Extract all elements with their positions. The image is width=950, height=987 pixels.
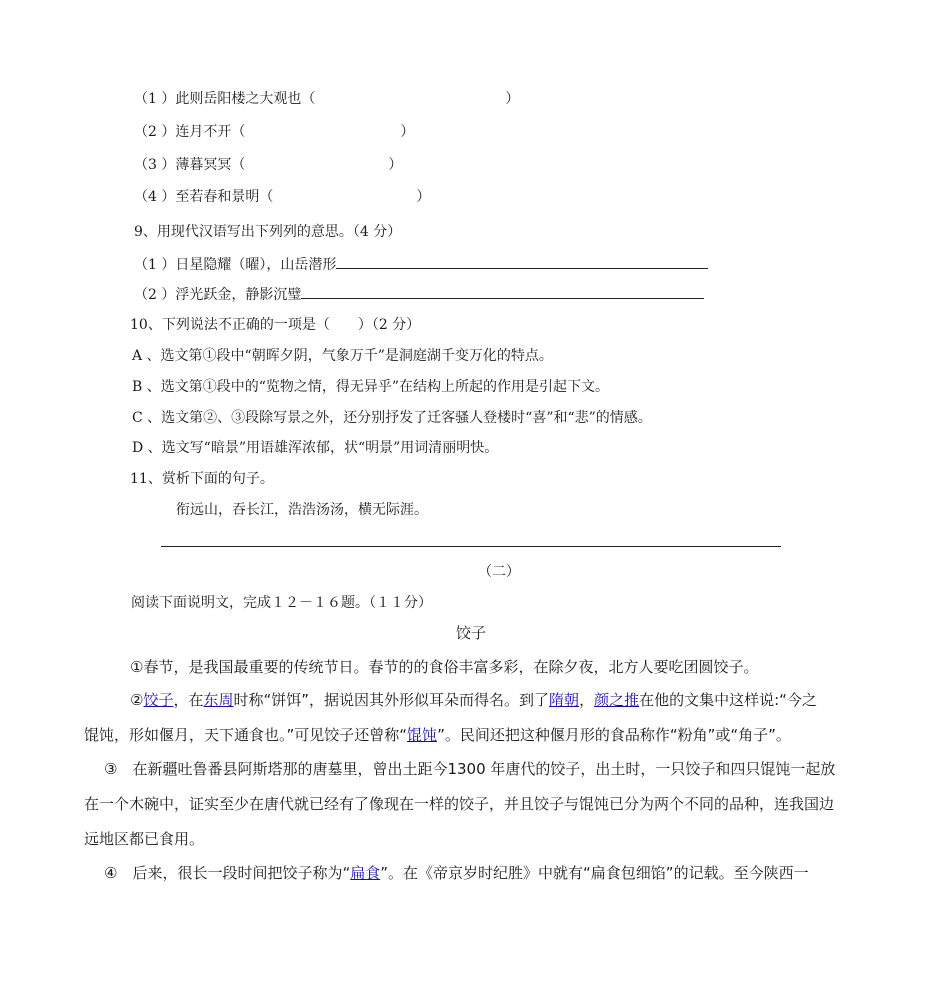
q10-option-b: B 、选文第①段中的“览物之情，得无异乎”在结构上所起的作用是引起下文。 — [132, 379, 610, 395]
answer-blank[interactable] — [245, 122, 400, 136]
section-heading: （二） — [478, 564, 520, 580]
answer-line[interactable] — [161, 546, 781, 547]
paragraph-3-line-3: 远地区都已食用。 — [84, 830, 205, 848]
q10-title: 10、下列说法不正确的一项是（ ）（2 分） — [130, 317, 421, 333]
answer-blank[interactable] — [315, 89, 505, 103]
article-title: 饺子 — [456, 624, 487, 642]
link-bianshi[interactable]: 扁食 — [350, 864, 381, 882]
link-jiaozi[interactable]: 饺子 — [143, 691, 174, 709]
q8-item-4: （4 ）至若春和景明（ ） — [134, 189, 431, 205]
q11-quote: 衔远山，吞长江，浩浩汤汤，横无际涯。 — [176, 502, 428, 518]
answer-line[interactable] — [336, 254, 708, 269]
paragraph-2-line-2: 馄饨，形如偃月，天下通食也。”可见饺子还曾称“馄饨”。民间还把这种偃月形的食品称作“粉角”或“角子”。 — [84, 726, 791, 744]
link-dongzhou[interactable]: 东周 — [203, 691, 234, 709]
q10-option-c: C 、选文第②、③段除写景之外，还分别抒发了迁客骚人登楼时“喜”和“悲”的情感。 — [132, 410, 652, 426]
q8-item-3: （3 ）薄暮冥冥（ ） — [134, 157, 403, 173]
q11-title: 11、赏析下面的句子。 — [130, 471, 274, 487]
link-huntun[interactable]: 馄饨 — [407, 726, 438, 744]
q10-option-a: A 、选文第①段中“朝晖夕阴，气象万千”是洞庭湖千变万化的特点。 — [132, 348, 553, 364]
paragraph-2-line-1: ②饺子，在东周时称“饼饵”，据说因其外形似耳朵而得名。到了隋朝，颜之推在他的文集中这样说:“今之 — [130, 691, 817, 709]
paragraph-3-line-2: 在一个木碗中，证实至少在唐代就已经有了像现在一样的饺子，并且饺子与馄饨已分为两个不同的品种，连我国边 — [84, 795, 835, 813]
paragraph-4-line-1: ④ 后来，很长一段时间把饺子称为“扁食”。在《帝京岁时纪胜》中就有“扁食包细馅”的记载。至今陕西一 — [104, 864, 809, 882]
link-suichao[interactable]: 隋朝 — [549, 691, 580, 709]
link-yanzhitui[interactable]: 颜之推 — [594, 691, 640, 709]
q9-item-2: （2 ）浮光跃金，静影沉璧 — [134, 284, 704, 305]
answer-line[interactable] — [301, 284, 704, 299]
q10-option-d: D 、选文写“暗景”用语雄浑浓郁，状“明景”用词清丽明快。 — [132, 440, 499, 456]
q9-title: 9、用现代汉语写出下列列的意思。（4 分） — [134, 224, 402, 240]
paragraph-1: ①春节，是我国最重要的传统节日。春节的的食俗丰富多彩，在除夕夜，北方人要吃团圆饺子。 — [130, 658, 759, 676]
answer-blank[interactable] — [245, 155, 388, 169]
section-instruction: 阅读下面说明文，完成１２－１６题。（１１分） — [131, 595, 432, 611]
paragraph-3-line-1: ③ 在新疆吐鲁番县阿斯塔那的唐墓里，曾出土距今1300 年唐代的饺子，出土时，一只饺子和四只馄饨一起放 — [104, 760, 836, 778]
q8-item-1: （1 ）此则岳阳楼之大观也（ ） — [134, 91, 520, 107]
q8-item-2: （2 ）连月不开（ ） — [134, 124, 415, 140]
q9-item-1: （1 ）日星隐耀（曜），山岳潜形 — [134, 254, 708, 275]
answer-blank[interactable] — [273, 187, 416, 201]
